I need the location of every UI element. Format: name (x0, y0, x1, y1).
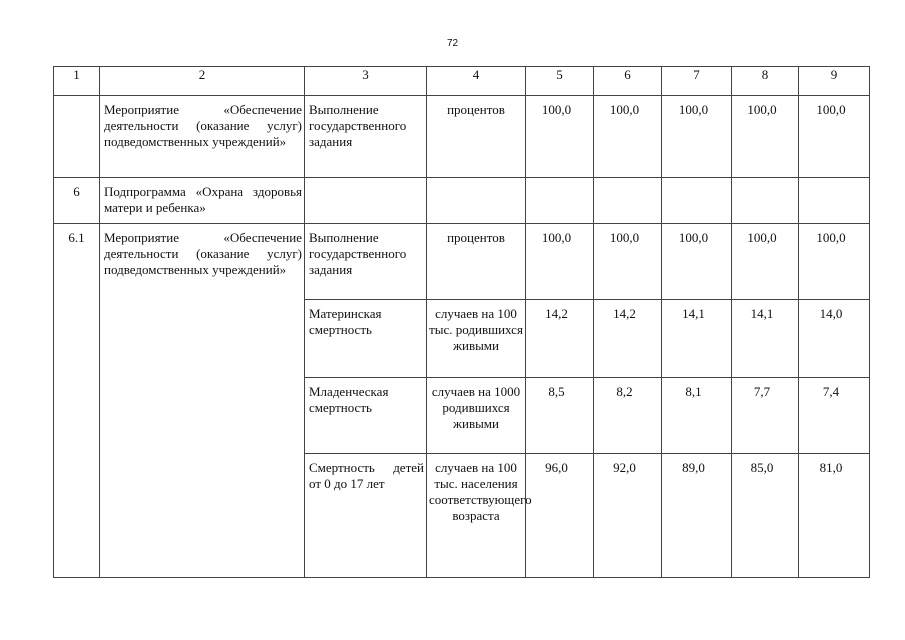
indicator-value: 81,0 (799, 454, 870, 578)
row-number (54, 96, 100, 178)
row-number: 6.1 (54, 224, 100, 578)
table-header-row (54, 67, 870, 96)
event-name: Мероприятие «Обеспечение деятельности (оказание услуг) подведомственных учреждений» (100, 96, 305, 178)
table-row (54, 178, 870, 224)
indicator-value: 92,0 (594, 454, 662, 578)
header-cell: 3 (305, 67, 427, 96)
event-name: Мероприятие «Обеспечение деятельности (оказание услуг) подведомственных учреждений» (100, 224, 305, 578)
indicator-unit: случаев на 1000 родившихся живыми (427, 378, 526, 454)
indicator-unit: процентов (427, 224, 526, 300)
header-cell: 4 (427, 67, 526, 96)
indicator-unit: случаев на 100 тыс. населения соответствующего возраста (427, 454, 526, 578)
header-cell: 9 (799, 67, 870, 96)
indicator-value: 100,0 (662, 224, 732, 300)
indicator-value: 8,5 (526, 378, 594, 454)
indicator-name: Выполнение государственного задания (305, 96, 427, 178)
indicator-name: Младенческая смертность (305, 378, 427, 454)
indicator-unit: процентов (427, 96, 526, 178)
indicator-value: 85,0 (732, 454, 799, 578)
header-cell: 7 (662, 67, 732, 96)
empty-cell (594, 178, 662, 224)
indicator-value: 8,1 (662, 378, 732, 454)
indicator-name: Материнская смертность (305, 300, 427, 378)
indicator-name: Смертность детей от 0 до 17 лет (305, 454, 427, 578)
indicator-value: 8,2 (594, 378, 662, 454)
header-cell: 6 (594, 67, 662, 96)
header-cell: 2 (100, 67, 305, 96)
indicator-value: 7,4 (799, 378, 870, 454)
indicator-value: 100,0 (732, 96, 799, 178)
empty-cell (526, 178, 594, 224)
indicator-value: 100,0 (799, 224, 870, 300)
row-number: 6 (54, 178, 100, 224)
table-row (54, 96, 870, 178)
indicator-value: 100,0 (732, 224, 799, 300)
indicator-name: Выполнение государственного задания (305, 224, 427, 300)
indicator-value: 100,0 (594, 224, 662, 300)
indicator-value: 96,0 (526, 454, 594, 578)
indicator-value: 14,2 (526, 300, 594, 378)
indicator-value: 7,7 (732, 378, 799, 454)
header-cell: 5 (526, 67, 594, 96)
subprogram-name: Подпрограмма «Охрана здоровья матери и ребенка» (100, 178, 305, 224)
header-cell: 8 (732, 67, 799, 96)
header-cell: 1 (54, 67, 100, 96)
empty-cell (305, 178, 427, 224)
empty-cell (799, 178, 870, 224)
empty-cell (662, 178, 732, 224)
indicator-value: 100,0 (594, 96, 662, 178)
table-row (54, 224, 870, 300)
empty-cell (427, 178, 526, 224)
indicator-value: 14,0 (799, 300, 870, 378)
page-number: 72 (446, 38, 459, 49)
indicator-value: 14,1 (732, 300, 799, 378)
indicator-value: 100,0 (526, 96, 594, 178)
indicator-value: 100,0 (662, 96, 732, 178)
indicator-value: 14,2 (594, 300, 662, 378)
indicator-value: 100,0 (799, 96, 870, 178)
indicator-value: 100,0 (526, 224, 594, 300)
indicator-unit: случаев на 100 тыс. родившихся живыми (427, 300, 526, 378)
indicator-value: 14,1 (662, 300, 732, 378)
indicator-value: 89,0 (662, 454, 732, 578)
empty-cell (732, 178, 799, 224)
indicators-table (53, 66, 870, 578)
